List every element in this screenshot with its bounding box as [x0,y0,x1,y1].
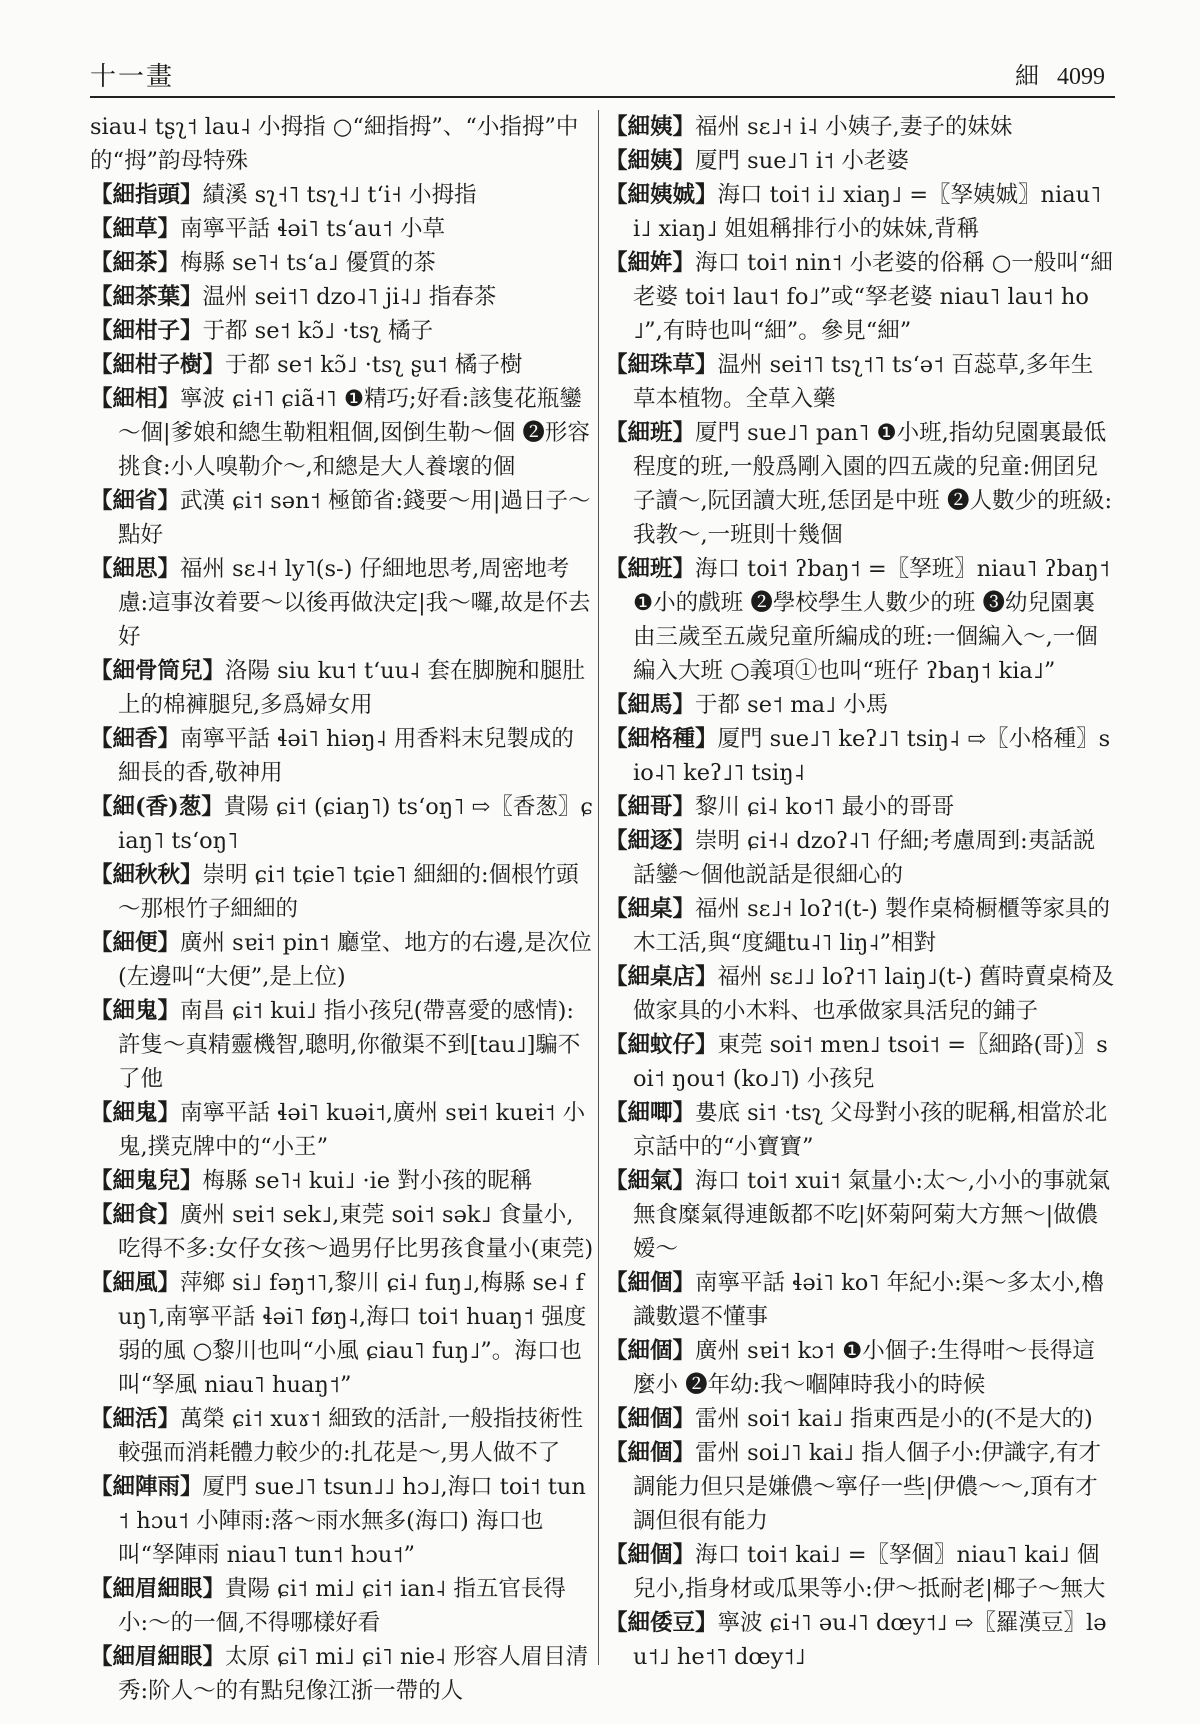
entry-definition: sʅ˧˥ tsʅ˧˩ tʻi˧ 小拇指 [247,182,477,208]
entry-definition: se˦ ma˩ 小馬 [740,692,889,718]
dictionary-entry [90,1266,595,1402]
dictionary-entry [90,722,595,790]
entry-headword: 【細省】 [90,488,181,514]
entry-headword: 【細個】 [605,1440,696,1466]
entry-dialect-location: 福州 [695,896,741,922]
dictionary-entry [605,1436,1115,1538]
entry-headword: 【細眉細眼】 [90,1576,226,1602]
entry-headword: 【細個】 [605,1270,696,1296]
entry-definition: se˥˧ kui˩ ·ie 對小孩的昵稱 [247,1168,533,1194]
entry-dialect-location: 崇明 [695,828,741,854]
entry-headword: 【細柑子樹】 [90,352,226,378]
entry-definition: sɛ˨˧ ly˥(s-) 仔細地思考,周密地考慮:這事汝着要～以後再做決定|我～囉,故是伓去好 [118,556,591,650]
entry-headword: 【細姨】 [605,114,696,140]
entry-dialect-location: 温州 [202,284,248,310]
entry-headword: 【細桌】 [605,896,696,922]
entry-definition: soi˦ kai˩ 指東西是小的(不是大的) [740,1406,1093,1432]
dictionary-entry [90,1572,595,1640]
entry-dialect-location: 廣州 [695,1338,741,1364]
dictionary-entry [605,1538,1115,1606]
dictionary-entry [605,722,1115,790]
entry-headword: 【細逐】 [605,828,696,854]
entry-headword: 【細鬼】 [90,998,181,1024]
entry-dialect-location: 寧波 [717,1610,763,1636]
page-index [1015,56,1105,91]
entry-definition: ɕi˧˨ dzoʔ˨˥ 仔細;考慮周到:夷話説話鑾～個他説話是很細心的 [633,828,1096,888]
entry-definition: se˦ kɔ̃˩ ·tsʅ 橘子 [247,318,434,344]
entry-headword: 【細食】 [90,1202,181,1228]
entry-headword: 【細馬】 [605,692,696,718]
entry-definition: ɬəi˥ ko˥ 年紀小:渠～多太小,櫓識數還不懂事 [633,1270,1104,1330]
entry-headword: 【細鬼】 [90,1100,181,1126]
entry-headword: 【細唧】 [605,1100,696,1126]
entry-dialect-location: 崇明 [202,862,248,888]
entry-headword: 【細香】 [90,726,181,752]
page-number: 4099 [1057,64,1105,90]
dictionary-entry [605,688,1115,722]
entry-dialect-location: 貴陽 [223,794,269,820]
entry-definition: ɬəi˥ hiəŋ˨ 用香料末兒製成的細長的香,敬神用 [118,726,574,786]
entry-definition: se˦ kɔ̃˩ ·tsʅ ʂu˦ 橘子樹 [270,352,523,378]
entry-headword: 【細哥】 [605,794,696,820]
dictionary-entry [605,824,1115,892]
entry-headword: 【細思】 [90,556,181,582]
entry-dialect-location: 績溪 [202,182,248,208]
dictionary-entry [605,1334,1115,1402]
entry-headword: 【細便】 [90,930,181,956]
entry-definition: soi˦ mɐn˩ tsoi˦ =〖細路(哥)〗soi˦ ŋou˦ (ko˩˥) 小孩兒 [633,1032,1108,1092]
entry-definition: ɕi˦ tɕie˥ tɕie˥ 細細的:個根竹頭～那根竹子細細的 [118,862,579,922]
entry-headword: 【細指頭】 [90,182,203,208]
entry-dialect-location: 福州 [695,114,741,140]
entry-dialect-location: 厦門 [695,148,741,174]
dictionary-entry [90,1198,595,1266]
dictionary-entry [90,1164,595,1198]
entry-headword: 【細姨娍】 [605,182,718,208]
dictionary-entry [605,552,1115,688]
entry-definition: toi˦ xui˦ 氣量小:太～,小小的事就氣無食糜氣得連飯都不吃|妚菊阿菊大方無～|做儂嫒～ [633,1168,1111,1262]
dictionary-entry [90,110,595,178]
entry-dialect-location: 梅縣 [202,1168,248,1194]
dictionary-entry [605,1606,1115,1674]
entry-dialect-location: 海口 [695,1542,741,1568]
entry-dialect-location: 于都 [695,692,741,718]
entry-dialect-location: 太原 [225,1644,271,1670]
dictionary-entry [605,1096,1115,1164]
entry-dialect-location: 南寧平話 [180,216,271,242]
entry-dialect-location: 南昌 [180,998,226,1024]
header-rule [90,96,1115,98]
dictionary-entry [90,1402,595,1470]
entry-definition: soi˩˥ kai˩ 指人個子小:伊識字,有才調能力但只是嫌儂～寧仔一些|伊儂～～,頂有才調但很有能力 [633,1440,1102,1534]
entry-headword: 【細倭豆】 [605,1610,718,1636]
dictionary-entry [605,144,1115,178]
entry-definition: sɐi˦ kɔ˦ ❶小個子:生得咁～長得這麼小 ❷年幼:我～嗰陣時我小的時候 [633,1338,1095,1398]
entry-dialect-location: 寧波 [180,386,226,412]
entry-headword: 【細姨】 [605,148,696,174]
entry-definition: sei˦˥ dzo˨˥ ji˨˩ 指春茶 [247,284,497,310]
dictionary-entry [90,1096,595,1164]
entry-definition: sɛ˩˧ i˨ 小姨子,妻子的妹妹 [740,114,1013,140]
dictionary-entry [90,314,595,348]
entry-dialect-location: 黎川 [695,794,741,820]
dictionary-entry [605,416,1115,552]
entry-headword: 【細班】 [605,420,696,446]
dictionary-entry [90,790,595,858]
entry-dialect-location: 海口 [695,556,741,582]
dictionary-entry [90,1470,595,1572]
entry-headword: 【細桌店】 [605,964,718,990]
dictionary-entry [605,348,1115,416]
entry-definition: ɕi˧˥ ɕiã˧˥ ❶精巧;好看:該隻花瓶鑾～個|爹娘和總生勒粗粗個,囡倒生勒～個 ❷形容挑食:小人嗅勒介～,和總是大人養壞的個 [118,386,590,480]
entry-dialect-location: 梅縣 [180,250,226,276]
right-column [605,110,1115,1674]
entry-dialect-location: 貴陽 [225,1576,271,1602]
entry-headword: 【細相】 [90,386,181,412]
dictionary-entry [605,790,1115,824]
entry-definition: toi˦ nin˦ 小老婆的俗稱 ○一般叫“細老婆 toi˦ lau˦ fo˩”或“孥老婆 niau˥ lau˦ ho˩”,有時也叫“細”。參見“細” [633,250,1113,344]
entry-definition: toi˦ i˩ xiaŋ˩ =〖孥姨娍〗niau˥ i˩ xiaŋ˩ 姐姐稱排行小的妹妹,背稱 [633,182,1102,242]
entry-definition: sei˦˥ tsʅ˦˥ tsʻə˦ 百蕊草,多年生草本植物。全草入藥 [633,352,1094,412]
entry-definition: sɐi˦ pin˦ 廳堂、地方的右邊,是次位(左邊叫“大便”,是上位) [118,930,592,990]
entry-definition: sue˩˥ i˦ 小老婆 [740,148,909,174]
entry-definition: si˩ fəŋ˦˥,黎川 ɕi˨ fuŋ˩,梅縣 se˨ fuŋ˥,南寧平話 ɬəi˥ føŋ˨,海口 toi˦ huaŋ˦ 强度弱的風 ○黎川也叫“小風 ɕiau˥ fuŋ˩”。海口也叫“孥風 niau˥ huaŋ˦” [118,1270,587,1398]
entry-definition: ɕi˧˥ əu˨˥ dœy˦˩ ⇨〖羅漢豆〗ləu˦˩ he˦˥ dœy˦˩ [633,1610,1107,1670]
entry-headword: 【細姩】 [605,250,696,276]
entry-definition: ɕi˨ ko˦˥ 最小的哥哥 [740,794,955,820]
dictionary-entry [605,1028,1115,1096]
entry-headword: 【細柑子】 [90,318,203,344]
entry-dialect-location: 南寧平話 [695,1270,786,1296]
entry-definition: sue˩˥ keʔ˩˥ tsiŋ˨ ⇨〖小格種〗sio˨˥ keʔ˩˥ tsiŋ˨ [633,726,1111,786]
entry-headword: 【細個】 [605,1542,696,1568]
entry-dialect-location: 萬榮 [180,1406,226,1432]
entry-headword: 【細茶葉】 [90,284,203,310]
entry-headword: 【細氣】 [605,1168,696,1194]
entry-dialect-location: 厦門 [717,726,763,752]
dictionary-entry [90,926,595,994]
dictionary-entry [90,484,595,552]
dictionary-entry [605,892,1115,960]
dictionary-entry [90,552,595,654]
entry-headword: 【細珠草】 [605,352,718,378]
entry-definition: sɐi˦ sek˩,東莞 soi˦ sək˩ 食量小,吃得不多:女仔女孩～過男仔比男孩食量小(東莞) [118,1202,594,1262]
dictionary-entry [90,382,595,484]
dictionary-entry [605,110,1115,144]
entry-dialect-location: 萍鄉 [180,1270,226,1296]
dictionary-entry [90,246,595,280]
dictionary-entry [90,654,595,722]
entry-dialect-location: 海口 [695,250,741,276]
section-stroke-count: 十一畫 [90,62,175,92]
entry-headword: 【細班】 [605,556,696,582]
entry-headword: 【細陣雨】 [90,1474,203,1500]
entry-headword: 【細蚊仔】 [605,1032,718,1058]
entry-headword: 【細茶】 [90,250,181,276]
entry-definition: ɬəi˥ kuəi˦,廣州 sɐi˦ kuɐi˦ 小鬼,撲克牌中的“小王” [118,1100,586,1160]
entry-dialect-location: 廣州 [180,930,226,956]
entry-definition: ɕi˦ (ɕiaŋ˥) tsʻoŋ˥ ⇨〖香葱〗ɕiaŋ˥ tsʻoŋ˥ [118,794,593,854]
entry-definition: ɕi˦ xuɤ˦ 細致的活計,一般指技術性較强而消耗體力較少的:扎花是～,男人做不了 [118,1406,583,1466]
entry-headword: 【細眉細眼】 [90,1644,226,1670]
dictionary-entry [90,994,595,1096]
entry-definition: sue˩˥ pan˥ ❶小班,指幼兒園裏最低程度的班,一般爲剛入園的四五歲的兒童:佣囝兒子讀～,阮囝讀大班,恁囝是中班 ❷人數少的班級:我教～,一班則十幾個 [633,420,1113,548]
entry-headword: 【細(香)葱】 [90,794,224,820]
entry-definition: ɬəi˥ tsʻau˦ 小草 [270,216,446,242]
entry-definition: sɛ˩˩ loʔ˦˥ laiŋ˩(t-) 舊時賣桌椅及做家具的小木料、也承做家具活兒的鋪子 [633,964,1115,1024]
entry-definition: ɕi˦ kui˩ 指小孩兒(帶喜愛的感情):許隻～真精靈機智,聰明,你徹渠不到[tau˩]騙不了他 [118,998,581,1092]
index-character: 細 [1015,62,1039,90]
left-column [90,110,595,1708]
dictionary-entry [90,212,595,246]
entry-dialect-location: 于都 [202,318,248,344]
entry-headword: 【細風】 [90,1270,181,1296]
entry-definition: ɕi˥ mi˩ ɕi˥ nie˨ 形容人眉目清秀:阶人～的有點兒像江浙一帶的人 [118,1644,589,1704]
entry-headword: 【細秋秋】 [90,862,203,888]
entry-dialect-location: 南寧平話 [180,726,271,752]
entry-headword: 【細格種】 [605,726,718,752]
entry-definition: sɛ˩˧ loʔ˦(t-) 製作桌椅橱櫃等家具的木工活,與“度繩tu˨˥ liŋ˨”相對 [633,896,1110,956]
dictionary-entry [605,246,1115,348]
entry-dialect-location: 温州 [717,352,763,378]
entry-headword: 【細草】 [90,216,181,242]
entry-dialect-location: 婁底 [695,1100,741,1126]
entry-headword: 【細鬼兒】 [90,1168,203,1194]
entry-headword: 【細活】 [90,1406,181,1432]
column-divider [598,110,599,1665]
entry-dialect-location: 海口 [695,1168,741,1194]
dictionary-entry [605,178,1115,246]
dictionary-entry [90,178,595,212]
entry-definition: si˦ ·tsʅ 父母對小孩的昵稱,相當於北京話中的“小寶寶” [633,1100,1108,1160]
entry-definition: ɕi˦ sən˦ 極節省:錢要～用|過日子～點好 [118,488,591,548]
entry-dialect-location: 廣州 [180,1202,226,1228]
entry-definition: ɕi˦ mi˩ ɕi˦ ian˨ 指五官長得小:～的一個,不得哪樣好看 [118,1576,566,1636]
dictionary-entry [90,280,595,314]
entry-dialect-location: 武漢 [180,488,226,514]
entry-headword: 【細個】 [605,1406,696,1432]
entry-dialect-location: 福州 [180,556,226,582]
dictionary-entry [605,1402,1115,1436]
entry-definition: toi˦ kai˩ =〖孥個〗niau˥ kai˩ 個兒小,指身材或瓜果等小:伊～抵耐老|椰子～無大 [633,1542,1106,1602]
dictionary-entry [605,960,1115,1028]
entry-definition: toi˦ ʔbaŋ˦ =〖孥班〗niau˥ ʔbaŋ˦ ❶小的戲班 ❷學校學生人數少的班 ❸幼兒園裏由三歲至五歲兒童所編成的班:一個編入～,一個編入大班 ○義項①也叫“班仔 ʔbaŋ˦ kia˩” [633,556,1110,684]
dictionary-entry [90,858,595,926]
entry-dialect-location: 雷州 [695,1440,741,1466]
entry-dialect-location: 厦門 [202,1474,248,1500]
entry-dialect-location: 南寧平話 [180,1100,271,1126]
entry-definition: siau˨ tʂʅ˦ lau˨ 小拇指 ○“細指拇”、“小指拇”中的“拇”韵母特殊 [90,114,579,174]
page-header [90,52,1115,92]
entry-dialect-location: 于都 [225,352,271,378]
dictionary-entry [90,1640,595,1708]
entry-definition: siu ku˦ tʻuu˨ 套在脚腕和腿肚上的棉褲腿兒,多爲婦女用 [118,658,585,718]
entry-dialect-location: 雷州 [695,1406,741,1432]
entry-dialect-location: 福州 [717,964,763,990]
entry-dialect-location: 洛陽 [225,658,271,684]
entry-headword: 【細骨筒兒】 [90,658,226,684]
entry-dialect-location: 厦門 [695,420,741,446]
entry-definition: se˥˧ tsʻa˩ 優質的茶 [225,250,436,276]
entry-dialect-location: 海口 [717,182,763,208]
dictionary-entry [605,1266,1115,1334]
dictionary-entry [90,348,595,382]
entry-headword: 【細個】 [605,1338,696,1364]
entry-definition: sue˩˥ tsun˩˩ hɔ˩,海口 toi˦ tun˦ hɔu˦ 小陣雨:落～雨水無多(海口) 海口也叫“孥陣雨 niau˥ tun˦ hɔu˦” [118,1474,586,1568]
dictionary-entry [605,1164,1115,1266]
entry-dialect-location: 東莞 [717,1032,763,1058]
